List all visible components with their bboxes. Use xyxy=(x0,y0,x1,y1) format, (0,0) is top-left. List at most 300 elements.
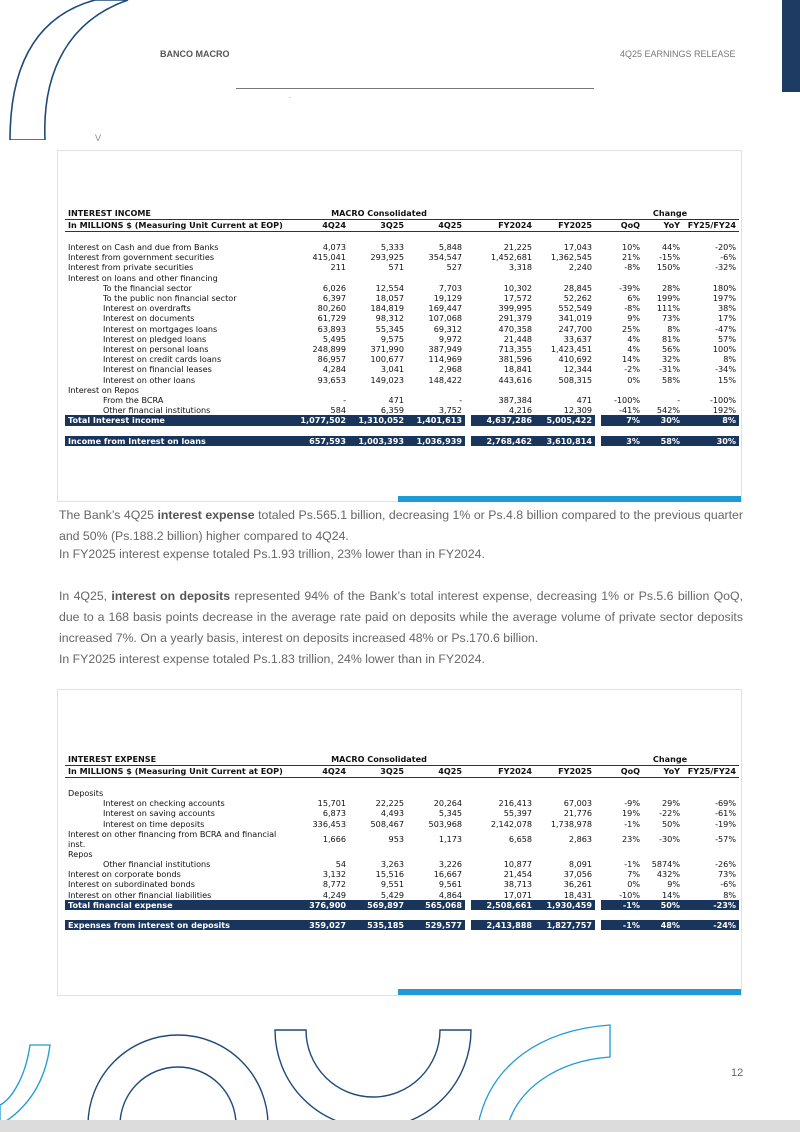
row-value: 4,864 xyxy=(438,889,463,900)
row-value: -20% xyxy=(715,242,737,252)
bank-name: BANCO MACRO xyxy=(160,49,230,59)
row-value: 211 xyxy=(330,262,346,273)
row-value: 37,056 xyxy=(563,869,593,880)
row-value: 28% xyxy=(662,282,681,293)
row-value: -39% xyxy=(619,282,641,293)
column-header: 3Q25 xyxy=(349,766,407,778)
table-row xyxy=(65,798,739,808)
row-value: 73% xyxy=(662,313,681,324)
row-value: 1,827,757 xyxy=(535,920,595,930)
row-value: 4,216 xyxy=(508,405,533,416)
row-value: 54 xyxy=(335,859,346,870)
expense-accent-bar xyxy=(398,989,741,995)
row-value: 9,561 xyxy=(438,879,463,890)
table-row xyxy=(65,344,739,354)
row-value: -2% xyxy=(624,364,641,375)
column-header: QoQ xyxy=(601,766,643,778)
row-value: 10% xyxy=(622,242,641,252)
row-value: 58% xyxy=(662,374,681,385)
row-value: 3,226 xyxy=(438,859,463,870)
row-value: 8,091 xyxy=(568,859,593,870)
row-value: 12,309 xyxy=(563,405,593,416)
row-value: 17% xyxy=(718,313,737,324)
interest-income-table xyxy=(65,208,739,446)
row-value: 508,467 xyxy=(370,818,404,829)
row-value: 2,240 xyxy=(568,262,593,273)
row-value xyxy=(601,788,643,798)
table-row xyxy=(65,313,739,323)
row-value: 8% xyxy=(667,323,681,334)
row-label: Interest on loans and other financing xyxy=(68,272,218,283)
row-value: 9,575 xyxy=(380,333,404,344)
table-row xyxy=(65,334,739,344)
table-title: INTEREST EXPENSE xyxy=(68,754,157,765)
row-value xyxy=(643,788,683,798)
group-label: MACRO Consolidated xyxy=(331,208,427,219)
row-value: 3,318 xyxy=(508,262,533,273)
row-value: 9% xyxy=(667,879,681,890)
row-value xyxy=(683,273,739,283)
row-value: 17,043 xyxy=(563,242,593,252)
row-value: 100% xyxy=(712,344,737,355)
row-value: 0% xyxy=(627,879,641,890)
row-value: 3% xyxy=(601,436,643,446)
row-value: 3,132 xyxy=(322,869,346,880)
p1-text-c: totaled Ps.565.1 billion, decreasing 1% or Ps.4.8 billion compared to the previous quarter and 50% (Ps.188.2 billion) higher compared to 4Q24. xyxy=(59,508,743,543)
row-value: 4,284 xyxy=(322,364,346,375)
row-value: 22,225 xyxy=(375,798,404,809)
row-value: 80,260 xyxy=(317,303,346,314)
row-value: 15% xyxy=(718,374,737,385)
row-label: Interest on subordinated bonds xyxy=(68,879,195,890)
row-value: 657,593 xyxy=(293,436,349,446)
row-value: 199% xyxy=(656,293,681,304)
row-value: 8% xyxy=(723,889,737,900)
summary-row xyxy=(65,436,739,446)
row-value: 529,577 xyxy=(407,920,465,930)
row-value: 14% xyxy=(622,354,641,365)
row-value: 535,185 xyxy=(349,920,407,930)
header-color-tab xyxy=(782,0,800,92)
column-header: FY2024 xyxy=(471,220,535,232)
table-row xyxy=(65,859,739,869)
row-value: -1% xyxy=(624,818,641,829)
row-value: 341,019 xyxy=(558,313,593,324)
p1-bold: interest expense xyxy=(157,508,255,522)
column-header: 4Q24 xyxy=(293,766,349,778)
row-label: Interest on credit cards loans xyxy=(103,354,222,365)
row-value: 16,667 xyxy=(433,869,463,880)
row-value: -61% xyxy=(715,808,737,819)
row-value: 410,692 xyxy=(558,354,593,365)
row-value: 1,310,052 xyxy=(349,415,407,425)
row-value: 527 xyxy=(446,262,463,273)
row-value: 381,596 xyxy=(498,354,533,365)
row-value xyxy=(293,273,349,283)
row-value: 503,968 xyxy=(428,818,463,829)
header-dot: . xyxy=(289,93,291,100)
row-value: 17,071 xyxy=(503,889,533,900)
row-value: 432% xyxy=(656,869,681,880)
row-value: 55,397 xyxy=(503,808,533,819)
row-value: 107,068 xyxy=(428,313,463,324)
row-value: 6,397 xyxy=(322,293,346,304)
row-value: -9% xyxy=(624,798,641,809)
row-value: -8% xyxy=(624,262,641,273)
row-label: Interest on checking accounts xyxy=(103,798,225,809)
table-row xyxy=(65,273,739,283)
row-value: -10% xyxy=(619,889,641,900)
row-value xyxy=(535,385,595,395)
row-value: 5,333 xyxy=(380,242,404,252)
row-value: 50% xyxy=(662,818,681,829)
row-value: 552,549 xyxy=(558,303,593,314)
row-value: 184,819 xyxy=(370,303,404,314)
table-row xyxy=(65,829,739,849)
row-label: Interest on mortgages loans xyxy=(103,323,218,334)
row-value: 29% xyxy=(662,798,681,809)
deposits-paragraph xyxy=(59,586,743,649)
row-value: 247,700 xyxy=(558,323,593,334)
row-value: 21,448 xyxy=(503,333,533,344)
row-value: 5,848 xyxy=(438,242,463,252)
row-value: 415,041 xyxy=(312,252,346,263)
row-value: 4,637,286 xyxy=(471,415,535,425)
row-value: 197% xyxy=(712,293,737,304)
row-value: 1,452,681 xyxy=(490,252,533,263)
row-value: 18,841 xyxy=(503,364,533,375)
row-value: -15% xyxy=(659,252,681,263)
row-value: -47% xyxy=(715,323,737,334)
row-value: 25% xyxy=(622,323,641,334)
row-value: 293,925 xyxy=(370,252,404,263)
row-value: 5874% xyxy=(651,859,681,870)
row-value xyxy=(293,849,349,859)
row-value: 713,355 xyxy=(498,344,533,355)
row-value: 9,551 xyxy=(380,879,404,890)
row-value: 8% xyxy=(723,354,737,365)
row-value: 7% xyxy=(601,415,643,425)
row-label: Interest on documents xyxy=(103,313,195,324)
release-title: 4Q25 EARNINGS RELEASE xyxy=(620,49,736,59)
row-label: Total financial expense xyxy=(65,900,293,910)
row-value: 6,658 xyxy=(508,833,533,844)
row-label: Interest on corporate bonds xyxy=(68,869,181,880)
row-value: -1% xyxy=(601,920,643,930)
row-value: 28,845 xyxy=(563,282,593,293)
footer-arcs-decoration xyxy=(0,1015,800,1132)
table-row xyxy=(65,395,739,405)
row-value: 1,401,613 xyxy=(407,415,465,425)
row-value: 443,616 xyxy=(498,374,533,385)
row-value: 1,036,939 xyxy=(407,436,465,446)
row-value: 10,302 xyxy=(503,282,533,293)
row-value: 1,738,978 xyxy=(550,818,593,829)
p3-bold: interest on deposits xyxy=(111,589,231,603)
row-value: 57% xyxy=(718,333,737,344)
row-value: 4% xyxy=(627,333,641,344)
row-value: 248,899 xyxy=(312,344,346,355)
row-value: 571 xyxy=(388,262,404,273)
row-value: 1,077,502 xyxy=(293,415,349,425)
row-value: 73% xyxy=(718,869,737,880)
row-label: Interest on Repos xyxy=(68,384,139,395)
row-value: 48% xyxy=(643,920,683,930)
row-value: 3,610,814 xyxy=(535,436,595,446)
table-row xyxy=(65,324,739,334)
row-value: 180% xyxy=(712,282,737,293)
table-title: INTEREST INCOME xyxy=(68,208,151,219)
row-value: -1% xyxy=(601,900,643,910)
column-header: FY25/FY24 xyxy=(683,220,739,232)
row-value: 20,264 xyxy=(433,798,463,809)
p3-text-a: In 4Q25, xyxy=(59,589,112,603)
row-value: 14% xyxy=(662,889,681,900)
row-value: 1,173 xyxy=(438,833,463,844)
row-value: -100% xyxy=(709,395,737,406)
row-value: 93,653 xyxy=(317,374,346,385)
row-value xyxy=(535,788,595,798)
table-subtitle: In MILLIONS $ (Measuring Unit Current at EOP) xyxy=(65,766,293,778)
row-value xyxy=(407,385,465,395)
change-label: Change xyxy=(601,208,739,220)
table-row xyxy=(65,252,739,262)
row-value: 50% xyxy=(643,900,683,910)
row-value: 30% xyxy=(683,436,739,446)
row-value xyxy=(535,849,595,859)
row-value: 5,495 xyxy=(322,333,346,344)
row-label: Interest on time deposits xyxy=(103,818,205,829)
table-row xyxy=(65,303,739,313)
row-value: 7% xyxy=(627,869,641,880)
row-value: -23% xyxy=(683,900,739,910)
row-value: -6% xyxy=(720,879,737,890)
table-row xyxy=(65,293,739,303)
row-value: 17,572 xyxy=(503,293,533,304)
row-label: Interest on other financing from BCRA and financial inst. xyxy=(68,828,277,849)
row-value: 44% xyxy=(662,242,681,252)
row-value: 291,379 xyxy=(498,313,533,324)
row-value: 8,772 xyxy=(322,879,346,890)
row-value: -69% xyxy=(715,798,737,809)
interest-expense-table xyxy=(65,754,739,930)
row-value: 4,493 xyxy=(380,808,404,819)
row-value: 12,554 xyxy=(375,282,404,293)
row-value: 1,003,393 xyxy=(349,436,407,446)
row-value: 52,262 xyxy=(563,293,593,304)
column-header: 4Q25 xyxy=(407,220,465,232)
row-label: Expenses from interest on deposits xyxy=(65,920,293,930)
row-value xyxy=(683,788,739,798)
row-label: Interest on saving accounts xyxy=(103,808,215,819)
row-label: Other financial institutions xyxy=(103,859,211,870)
row-label: Deposits xyxy=(68,788,104,798)
row-value xyxy=(349,788,407,798)
table-row xyxy=(65,262,739,272)
row-value: 6,026 xyxy=(322,282,346,293)
row-value: 7,703 xyxy=(438,282,463,293)
row-value: 56% xyxy=(662,344,681,355)
column-header: FY2024 xyxy=(471,766,535,778)
fy-expense-paragraph: In FY2025 interest expense totaled Ps.1.93 trillion, 23% lower than in FY2024. xyxy=(59,547,485,561)
row-value: 354,547 xyxy=(428,252,463,263)
row-value: -6% xyxy=(720,252,737,263)
row-value xyxy=(601,385,643,395)
row-value: - xyxy=(677,395,681,406)
row-value: -24% xyxy=(683,920,739,930)
row-label: Other financial institutions xyxy=(103,405,211,416)
row-value: 15,701 xyxy=(317,798,346,809)
p3-text-c: represented 94% of the Bank’s total interest expense, decreasing 1% or Ps.5.6 billion QoQ, due to a 168 basis points decrease in the average rate paid on deposits while the average volume of private sector deposits increased 7%. On a yearly basis, interest on deposits increased 48% or Ps.170.6 billion. xyxy=(59,589,744,645)
row-value: 98,312 xyxy=(375,313,404,324)
row-value: -30% xyxy=(659,833,681,844)
row-value xyxy=(349,385,407,395)
row-value: 376,900 xyxy=(293,900,349,910)
row-value: 30% xyxy=(643,415,683,425)
table-row xyxy=(65,385,739,395)
row-value xyxy=(683,849,739,859)
row-value: 508,315 xyxy=(558,374,593,385)
row-value: 32% xyxy=(662,354,681,365)
row-value xyxy=(471,385,535,395)
row-value: 6,359 xyxy=(380,405,404,416)
header-divider xyxy=(236,88,594,89)
row-value xyxy=(601,849,643,859)
column-header: 4Q25 xyxy=(407,766,465,778)
table-row xyxy=(65,849,739,859)
row-value: 471 xyxy=(388,395,404,406)
row-value: 21,454 xyxy=(503,869,533,880)
row-value: 2,863 xyxy=(568,833,593,844)
row-label: To the financial sector xyxy=(103,282,192,293)
table-row xyxy=(65,242,739,252)
row-value: 5,345 xyxy=(438,808,463,819)
summary-row xyxy=(65,920,739,930)
row-value xyxy=(293,385,349,395)
footer-bar xyxy=(0,1120,800,1132)
column-header: FY2025 xyxy=(535,220,595,232)
row-value xyxy=(407,788,465,798)
row-value: 5,429 xyxy=(380,889,404,900)
row-value: 8% xyxy=(683,415,739,425)
row-value xyxy=(683,385,739,395)
row-value: 18,057 xyxy=(375,293,404,304)
row-value: 1,423,451 xyxy=(550,344,593,355)
row-value: 1,362,545 xyxy=(550,252,593,263)
row-label: Repos xyxy=(68,848,93,859)
table-row xyxy=(65,788,739,798)
row-label: Interest on financial leases xyxy=(103,364,212,375)
table-row xyxy=(65,819,739,829)
row-value: 569,897 xyxy=(349,900,407,910)
row-label: Interest on overdrafts xyxy=(103,303,191,314)
row-value: 86,957 xyxy=(317,354,346,365)
row-value xyxy=(293,788,349,798)
row-value: -1% xyxy=(624,859,641,870)
row-value xyxy=(349,273,407,283)
row-value: - xyxy=(343,395,346,406)
table-row xyxy=(65,375,739,385)
row-value: -100% xyxy=(613,395,641,406)
row-value: 471 xyxy=(576,395,593,406)
row-value: 111% xyxy=(656,303,681,314)
row-value: 9,972 xyxy=(438,333,463,344)
row-value: 336,453 xyxy=(312,818,346,829)
expense-paragraph xyxy=(59,505,743,547)
column-header: 3Q25 xyxy=(349,220,407,232)
row-value: 584 xyxy=(330,405,346,416)
row-value: 150% xyxy=(656,262,681,273)
total-row xyxy=(65,900,739,910)
row-value: 63,893 xyxy=(317,323,346,334)
column-header: FY2025 xyxy=(535,766,595,778)
p1-text-a: The Bank’s 4Q25 xyxy=(59,508,158,522)
row-label: Interest on Cash and due from Banks xyxy=(68,242,219,252)
table-row xyxy=(65,869,739,879)
table-row xyxy=(65,879,739,889)
row-value: 2,413,888 xyxy=(471,920,535,930)
row-value xyxy=(407,273,465,283)
column-header: FY25/FY24 xyxy=(683,766,739,778)
row-label: Interest on other loans xyxy=(103,374,196,385)
row-value: 2,508,661 xyxy=(471,900,535,910)
row-value: 371,990 xyxy=(370,344,404,355)
row-value: 21,225 xyxy=(503,242,533,252)
row-value: 9% xyxy=(627,313,641,324)
row-label: Interest on other financial liabilities xyxy=(68,889,212,900)
row-value: -32% xyxy=(715,262,737,273)
row-value xyxy=(643,385,683,395)
row-value: 19,129 xyxy=(433,293,463,304)
fy-deposits-paragraph: In FY2025 interest expense totaled Ps.1.83 trillion, 24% lower than in FY2024. xyxy=(59,652,485,666)
row-value xyxy=(471,849,535,859)
row-value: 148,422 xyxy=(428,374,463,385)
row-value: 3,041 xyxy=(380,364,404,375)
row-value xyxy=(643,273,683,283)
row-label: Interest from private securities xyxy=(68,262,194,273)
row-value: -34% xyxy=(715,364,737,375)
row-value: 4,073 xyxy=(322,242,346,252)
row-value: - xyxy=(459,395,463,406)
row-value: 387,949 xyxy=(428,344,463,355)
row-value: 387,384 xyxy=(498,395,533,406)
row-value: 216,413 xyxy=(498,798,533,809)
row-value: 1,930,459 xyxy=(535,900,595,910)
row-value xyxy=(407,849,465,859)
row-value xyxy=(643,849,683,859)
row-value: 114,969 xyxy=(428,354,463,365)
row-value: 3,263 xyxy=(380,859,404,870)
row-value: 565,068 xyxy=(407,900,465,910)
column-header: YoY xyxy=(643,766,683,778)
row-value: 2,142,078 xyxy=(490,818,533,829)
row-value: 4% xyxy=(627,344,641,355)
row-value: 149,023 xyxy=(370,374,404,385)
row-value: 12,344 xyxy=(563,364,593,375)
row-value: 192% xyxy=(712,405,737,416)
row-label: Interest on personal loans xyxy=(103,344,209,355)
row-value xyxy=(471,788,535,798)
row-value xyxy=(535,273,595,283)
row-value: 38,713 xyxy=(503,879,533,890)
table-row xyxy=(65,364,739,374)
row-value: 36,261 xyxy=(563,879,593,890)
row-value: 2,968 xyxy=(438,364,463,375)
table-row xyxy=(65,405,739,415)
row-value: 0% xyxy=(627,374,641,385)
row-value: 470,358 xyxy=(498,323,533,334)
row-value: 1,666 xyxy=(322,833,346,844)
